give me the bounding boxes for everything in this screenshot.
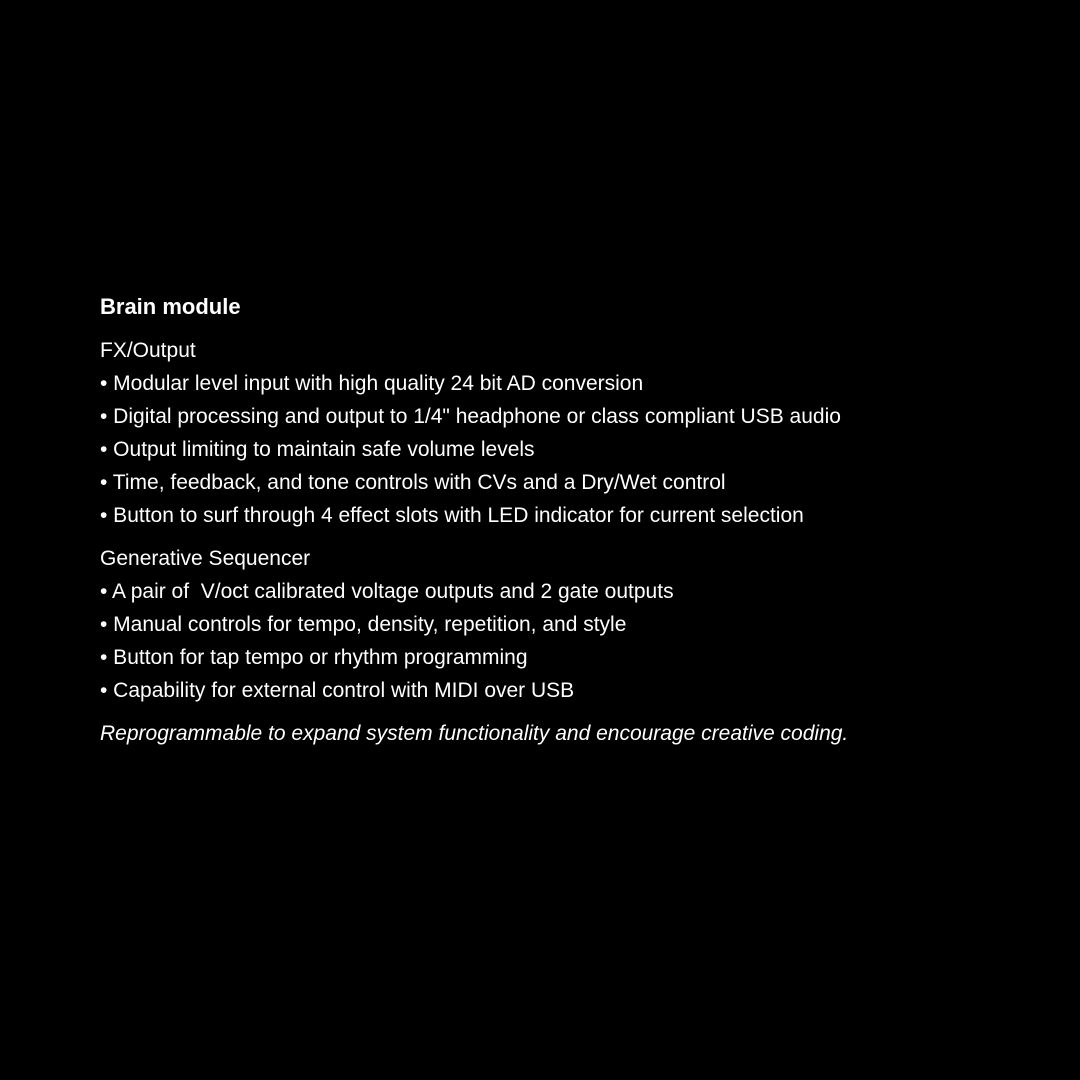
section-heading: FX/Output <box>100 339 196 362</box>
list-item: • A pair of V/oct calibrated voltage outputs and 2 gate outputs <box>100 580 674 603</box>
list-item: • Digital processing and output to 1/4" headphone or class compliant USB audio <box>100 405 841 428</box>
list-item: • Capability for external control with MIDI over USB <box>100 679 575 702</box>
page-title: Brain module <box>100 294 241 319</box>
footer-note: Reprogrammable to expand system functionality and encourage creative coding. <box>100 722 849 745</box>
section-fx-output <box>100 334 1030 532</box>
list-item: • Button for tap tempo or rhythm programming <box>100 646 528 669</box>
section-heading: Generative Sequencer <box>100 547 311 570</box>
section-generative-sequencer <box>100 542 1030 707</box>
list-item: • Manual controls for tempo, density, repetition, and style <box>100 613 627 636</box>
list-item: • Button to surf through 4 effect slots with LED indicator for current selection <box>100 504 804 527</box>
list-item: • Time, feedback, and tone controls with CVs and a Dry/Wet control <box>100 471 726 494</box>
bullet-list <box>100 367 1030 532</box>
spec-content <box>100 290 1030 750</box>
list-item: • Output limiting to maintain safe volume levels <box>100 438 535 461</box>
bullet-list <box>100 575 1030 707</box>
list-item: • Modular level input with high quality 24 bit AD conversion <box>100 372 644 395</box>
